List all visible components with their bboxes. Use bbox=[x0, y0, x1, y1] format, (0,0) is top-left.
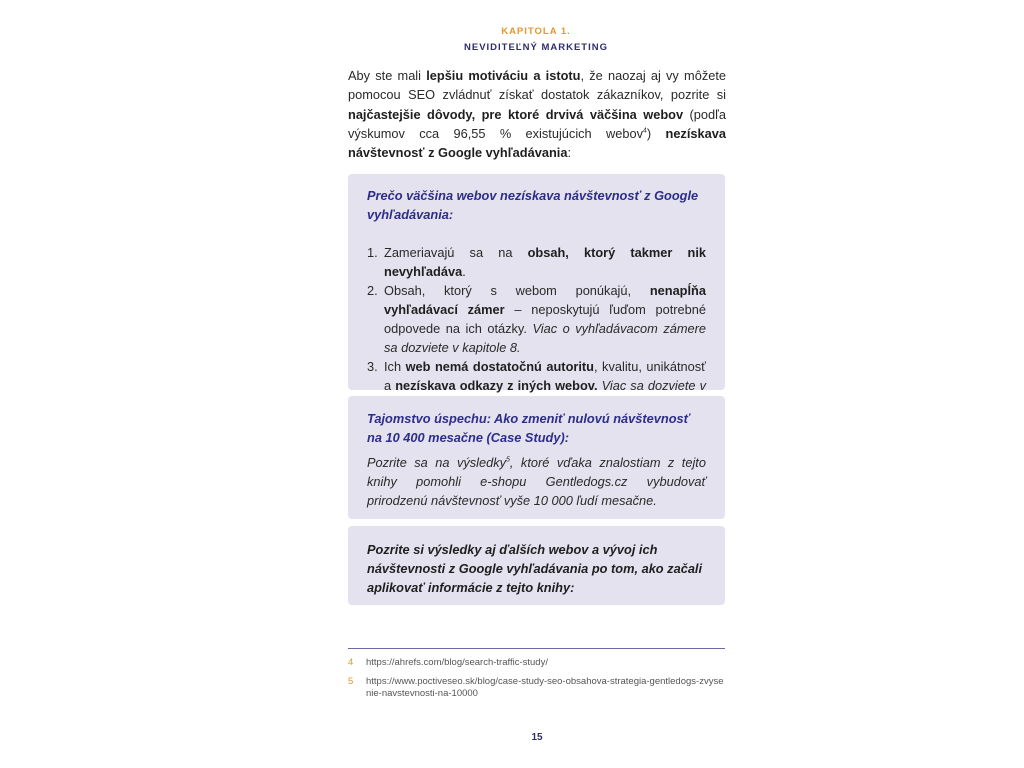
intro-bold: najčastejšie dôvody, pre ktoré drvivá väčšina webov bbox=[348, 106, 684, 122]
results-text: Pozrite si výsledky aj ďalších webov a vývoj ich návštevnosti z Google vyhľadávania po tom, ako začali aplikovať informácie z tejto knihy: bbox=[367, 542, 703, 595]
list-item-text-part: – neposkytujú ľuďom potrebné odpovede na ich otázky. bbox=[384, 302, 706, 336]
chapter-number: KAPITOLA 1. bbox=[501, 26, 571, 37]
list-item-italic-note: Viac sa dozviete v bbox=[601, 378, 706, 393]
list-item-text-part: Obsah, ktorý s webom ponúkajú, bbox=[384, 283, 650, 298]
footnote bbox=[348, 676, 726, 700]
case-study-text-part: , ktoré vďaka znalostiam z tejto knihy pomohli e-shopu Gentledogs.cz vybudovať prirodzenú návštevnosť vyše 10 000 ľudí mesačne. bbox=[367, 455, 706, 508]
reasons-list bbox=[367, 243, 706, 414]
intro-bold: lepšiu motiváciu a istotu bbox=[426, 68, 581, 83]
list-item bbox=[367, 281, 706, 357]
case-study-title bbox=[367, 409, 706, 447]
reasons-box bbox=[348, 174, 725, 393]
list-item-number: 3. bbox=[367, 359, 378, 374]
case-study-title-line: na 10 400 mesačne (Case Study): bbox=[367, 430, 570, 445]
list-item-italic-note: Viac o vyhľadávacom zámere sa dozviete v kapitole 8. bbox=[384, 321, 706, 355]
list-item-bold: nezískava odkazy z iných webov. bbox=[395, 378, 598, 393]
list-item-text bbox=[384, 243, 706, 281]
case-study-box bbox=[348, 396, 725, 519]
footnote-reference[interactable]: 5 bbox=[506, 456, 510, 464]
footnote-number: 4 bbox=[348, 657, 354, 668]
case-study-text bbox=[367, 453, 706, 510]
case-study-text-part: Pozrite sa na výsledky bbox=[367, 455, 507, 470]
list-item-number: 1. bbox=[367, 245, 378, 260]
intro-text: Aby ste mali bbox=[348, 68, 427, 83]
footnote-link[interactable]: https://www.poctiveseo.sk/blog/case-study-seo-obsahova-strategia-gentledogs-zvysenie-navstevnosti-na-10000 bbox=[366, 676, 724, 699]
list-item-number: 2. bbox=[367, 283, 378, 298]
results-box bbox=[348, 526, 725, 605]
list-item-bold: web nemá dostatočnú autoritu bbox=[405, 359, 594, 374]
list-item-text bbox=[384, 281, 706, 357]
footnote-link[interactable]: https://ahrefs.com/blog/search-traffic-study/ bbox=[366, 657, 548, 668]
list-item bbox=[367, 243, 706, 281]
list-item-text-part: Zameriavajú sa na bbox=[384, 245, 528, 260]
list-item-bold: obsah, ktorý takmer nik nevyhľadáva bbox=[384, 245, 706, 279]
footnote-number: 5 bbox=[348, 676, 354, 687]
footnote-reference[interactable]: 4 bbox=[643, 127, 647, 135]
intro-text: , že naozaj aj vy môžete pomocou SEO zvládnuť získať dostatok zákazníkov, pozrite si bbox=[348, 68, 727, 103]
intro-text: ) bbox=[646, 125, 666, 141]
intro-text: (podľa výskumov cca 96,55 % existujúcich webov bbox=[348, 106, 726, 141]
intro-bold: nezískava návštevnosť z Google vyhľadávania bbox=[348, 125, 726, 161]
list-item-text-part: Ich bbox=[384, 359, 406, 374]
chapter-title: NEVIDITEĽNÝ MARKETING bbox=[464, 42, 608, 53]
case-study-title-line: Tajomstvo úspechu: Ako zmeniť nulovú návštevnosť bbox=[367, 411, 690, 426]
list-item-text-part: , kvalitu, unikátnosť a bbox=[384, 359, 706, 393]
reasons-box-title: Prečo väčšina webov nezískava návštevnosť z Google vyhľadávania: bbox=[367, 188, 699, 222]
list-item-text-part: . bbox=[462, 264, 466, 279]
list-item-bold: nenapĺňa vyhľadávací zámer bbox=[384, 283, 706, 317]
page-number: 15 bbox=[531, 732, 543, 743]
intro-paragraph bbox=[348, 66, 726, 162]
footnote-divider bbox=[348, 648, 725, 649]
footnote bbox=[348, 657, 726, 669]
intro-text: : bbox=[567, 145, 572, 161]
chapter-header bbox=[348, 25, 724, 54]
